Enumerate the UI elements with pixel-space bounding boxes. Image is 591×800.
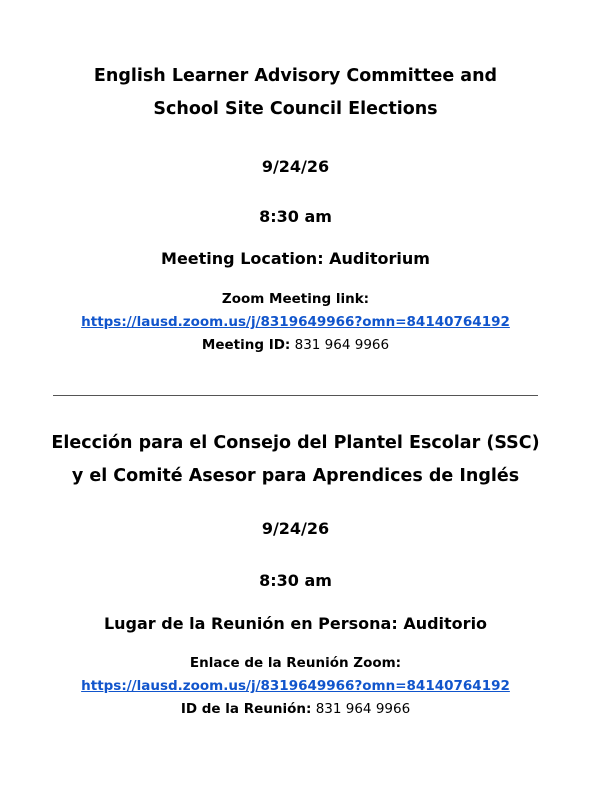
spanish-zoom-link-row — [0, 675, 591, 697]
english-meeting-id-label: Meeting ID: — [201, 337, 291, 353]
spanish-date: 9/24/26 — [261, 519, 330, 538]
english-zoom-link-row — [0, 311, 591, 333]
english-zoom-label: Zoom Meeting link: — [221, 291, 370, 307]
spanish-meeting-id — [0, 698, 591, 720]
english-location: Meeting Location: Auditorium — [161, 249, 430, 268]
english-date: 9/24/26 — [261, 157, 330, 176]
english-zoom-link[interactable]: https://lausd.zoom.us/j/8319649966?omn=84140764192 — [81, 314, 510, 330]
spanish-zoom-label: Enlace de la Reunión Zoom: — [189, 655, 402, 671]
spanish-location: Lugar de la Reunión en Persona: Auditorio — [103, 614, 488, 633]
spanish-meeting-id-label: ID de la Reunión: — [180, 701, 312, 717]
spanish-title-line2: y el Comité Asesor para Aprendices de Inglés — [71, 466, 520, 486]
spanish-zoom-link[interactable]: https://lausd.zoom.us/j/8319649966?omn=84140764192 — [81, 678, 510, 694]
english-time: 8:30 am — [259, 207, 332, 226]
english-title-line2: School Site Council Elections — [153, 99, 438, 119]
english-meeting-id — [0, 334, 591, 356]
spanish-time: 8:30 am — [259, 571, 332, 590]
spanish-title-line1: Elección para el Consejo del Plantel Escolar (SSC) — [51, 433, 540, 453]
section-divider — [53, 395, 538, 396]
english-meeting-id-value: 831 964 9966 — [290, 337, 390, 353]
english-title-line1: English Learner Advisory Committee and — [93, 66, 498, 86]
spanish-meeting-id-value: 831 964 9966 — [311, 701, 411, 717]
